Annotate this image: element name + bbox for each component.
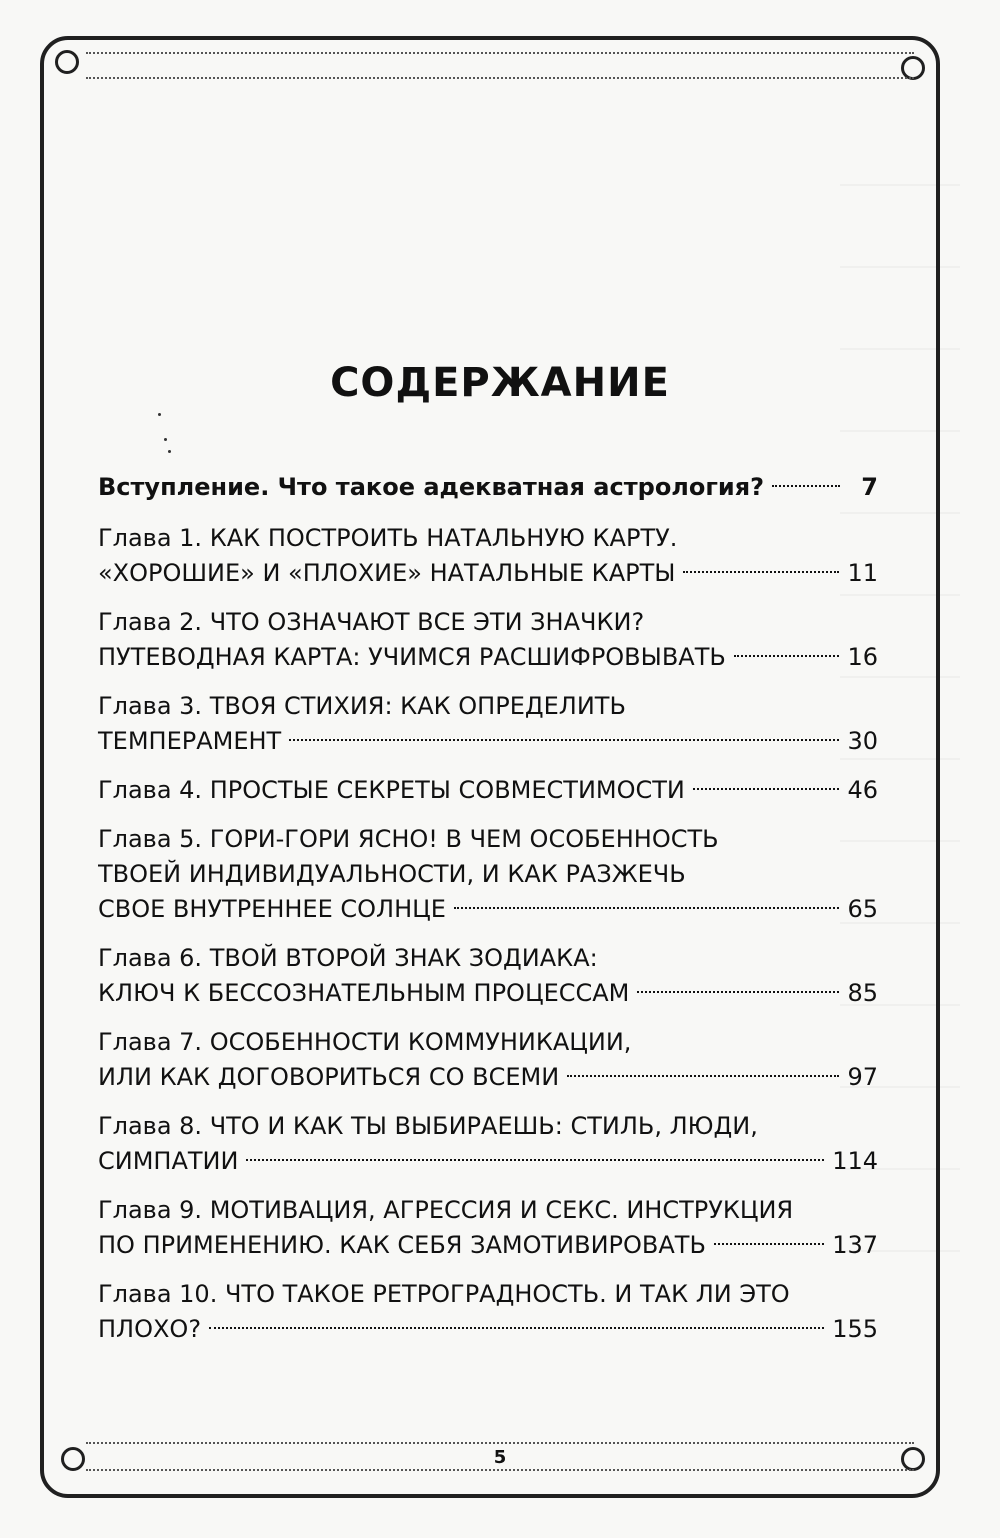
dotted-leader: [289, 739, 839, 741]
bottom-dotted-rule-1: [86, 1442, 914, 1444]
toc-chapter-last-line: [98, 976, 878, 1011]
toc-chapter-title-line: ТЕМПЕРАМЕНТ: [98, 727, 282, 755]
footer-page-number: 5: [466, 1447, 534, 1468]
toc-chapter-page-number: 46: [847, 776, 878, 804]
toc-chapter-title-line: Глава 7. ОСОБЕННОСТИ КОММУНИКАЦИИ,: [98, 1028, 632, 1056]
toc-intro-line: [98, 470, 878, 505]
toc-chapter-title-line: КЛЮЧ К БЕССОЗНАТЕЛЬНЫМ ПРОЦЕССАМ: [98, 979, 630, 1007]
bottom-left-circle: [61, 1447, 85, 1471]
toc-entry-chapter-4: [98, 773, 878, 808]
toc-entry-chapter-2: [98, 605, 878, 675]
toc-chapter-last-line: [98, 724, 878, 759]
toc-chapter-last-line: [98, 1228, 878, 1263]
toc-chapter-title-line: Глава 2. ЧТО ОЗНАЧАЮТ ВСЕ ЭТИ ЗНАЧКИ?: [98, 608, 645, 636]
toc-entry-chapter-9: [98, 1193, 878, 1263]
toc-chapter-page-number: 97: [847, 1063, 878, 1091]
toc-chapter-title-line: ПО ПРИМЕНЕНИЮ. КАК СЕБЯ ЗАМОТИВИРОВАТЬ: [98, 1231, 706, 1259]
toc-chapter-title-line: Глава 1. КАК ПОСТРОИТЬ НАТАЛЬНУЮ КАРТУ.: [98, 524, 678, 552]
toc-chapter-last-line: [98, 1060, 878, 1095]
toc-chapter-page-number: 155: [832, 1315, 878, 1343]
toc-entry-chapter-6: [98, 941, 878, 1011]
toc-chapter-last-line: [98, 1144, 878, 1179]
dotted-leader: [693, 788, 840, 790]
toc-chapter-page-number: 16: [847, 643, 878, 671]
toc-chapter-page-number: 137: [832, 1231, 878, 1259]
speck: [168, 450, 171, 453]
speck: [164, 438, 167, 441]
toc-chapter-last-line: [98, 1312, 878, 1347]
toc-entry-chapter-8: [98, 1109, 878, 1179]
toc-entry-chapter-10: [98, 1277, 878, 1347]
toc-chapter-title-line: ТВОЕЙ ИНДИВИДУАЛЬНОСТИ, И КАК РАЗЖЕЧЬ: [98, 860, 686, 888]
toc-chapter-title-line: ПЛОХО?: [98, 1315, 202, 1343]
toc-chapter-page-number: 65: [847, 895, 878, 923]
toc-chapter-page-number: 114: [832, 1147, 878, 1175]
table-of-contents: [98, 470, 878, 1361]
toc-entry-chapter-1: [98, 521, 878, 591]
dotted-leader: [734, 655, 840, 657]
toc-chapter-title-line: Глава 3. ТВОЯ СТИХИЯ: КАК ОПРЕДЕЛИТЬ: [98, 692, 626, 720]
top-left-circle: [55, 50, 79, 74]
toc-chapter-page-number: 11: [847, 559, 878, 587]
toc-intro-title: Вступление. Что такое адекватная астрология?: [98, 473, 765, 501]
toc-chapter-last-line: [98, 640, 878, 675]
toc-chapter-title-line: ПУТЕВОДНАЯ КАРТА: УЧИМСЯ РАСШИФРОВЫВАТЬ: [98, 643, 726, 671]
dotted-leader: [246, 1159, 824, 1161]
top-dotted-rule-1: [86, 52, 914, 54]
toc-entry-chapter-5: [98, 822, 878, 927]
toc-chapter-title-line: Глава 8. ЧТО И КАК ТЫ ВЫБИРАЕШЬ: СТИЛЬ, ЛЮДИ,: [98, 1112, 758, 1140]
speck: [158, 413, 161, 416]
dotted-leader: [567, 1075, 839, 1077]
toc-chapter-last-line: [98, 556, 878, 591]
toc-chapter-title-line: Глава 10. ЧТО ТАКОЕ РЕТРОГРАДНОСТЬ. И ТАК ЛИ ЭТО: [98, 1280, 790, 1308]
toc-chapter-title-line: «ХОРОШИЕ» И «ПЛОХИЕ» НАТАЛЬНЫЕ КАРТЫ: [98, 559, 676, 587]
toc-chapter-title-line: Глава 4. ПРОСТЫЕ СЕКРЕТЫ СОВМЕСТИМОСТИ: [98, 776, 685, 804]
dotted-leader: [772, 485, 840, 487]
toc-chapter-page-number: 85: [847, 979, 878, 1007]
bottom-dotted-rule-2: [86, 1469, 914, 1471]
toc-chapter-title-line: ИЛИ КАК ДОГОВОРИТЬСЯ СО ВСЕМИ: [98, 1063, 560, 1091]
dotted-leader: [683, 571, 839, 573]
dotted-leader: [209, 1327, 824, 1329]
dotted-leader: [454, 907, 840, 909]
toc-intro-page-number: 7: [861, 473, 878, 501]
toc-entry-intro: [98, 470, 878, 505]
toc-chapter-last-line: [98, 773, 878, 808]
dotted-leader: [714, 1243, 824, 1245]
bottom-right-circle: [901, 1447, 925, 1471]
toc-entry-chapter-3: [98, 689, 878, 759]
dotted-leader: [637, 991, 839, 993]
toc-chapter-title-line: СВОЕ ВНУТРЕННЕЕ СОЛНЦЕ: [98, 895, 446, 923]
toc-chapter-title-line: Глава 5. ГОРИ-ГОРИ ЯСНО! В ЧЕМ ОСОБЕННОСТЬ: [98, 825, 719, 853]
toc-chapter-title-line: СИМПАТИИ: [98, 1147, 239, 1175]
top-dotted-rule-2: [86, 77, 914, 79]
toc-chapter-title-line: Глава 6. ТВОЙ ВТОРОЙ ЗНАК ЗОДИАКА:: [98, 944, 598, 972]
toc-chapter-title-line: Глава 9. МОТИВАЦИЯ, АГРЕССИЯ И СЕКС. ИНСТРУКЦИЯ: [98, 1196, 794, 1224]
page-title: СОДЕРЖАНИЕ: [330, 360, 670, 406]
scan-specks: [150, 410, 190, 460]
toc-chapter-last-line: [98, 892, 878, 927]
toc-entry-chapter-7: [98, 1025, 878, 1095]
toc-chapter-page-number: 30: [847, 727, 878, 755]
